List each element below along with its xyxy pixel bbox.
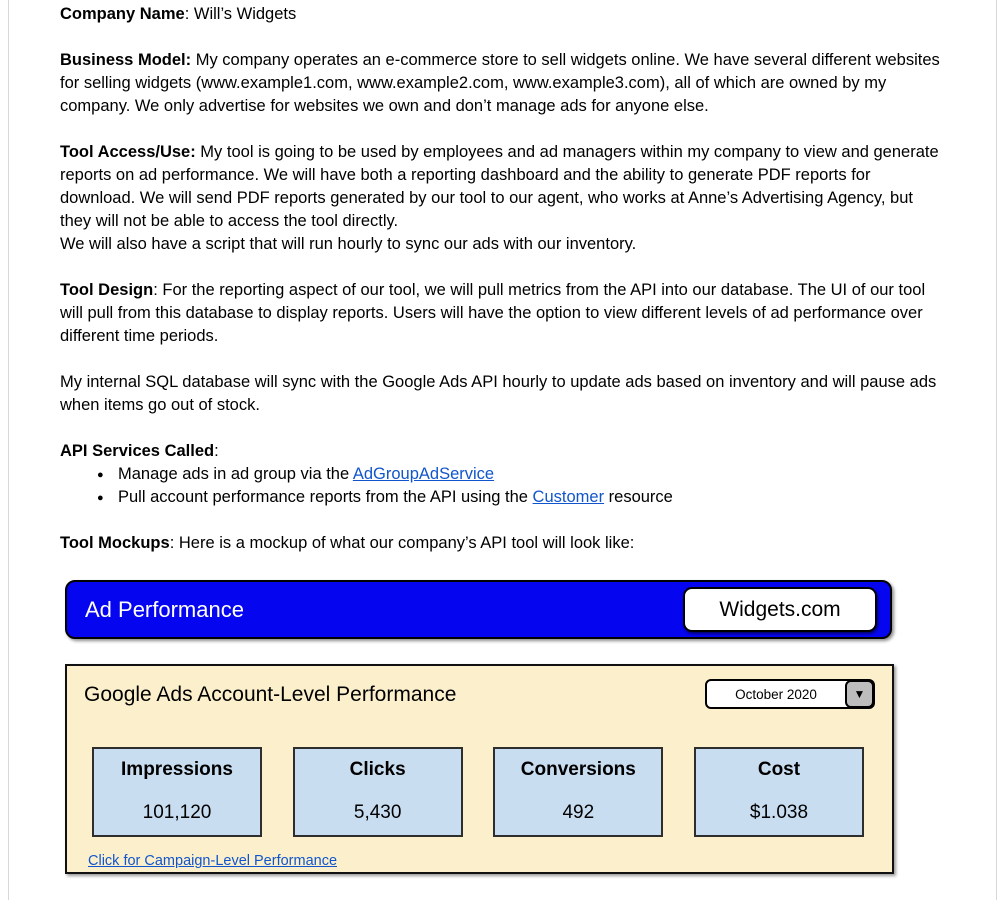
campaign-level-link[interactable]: Click for Campaign-Level Performance xyxy=(88,853,338,869)
metric-value: 101,120 xyxy=(142,802,212,823)
widgets-site-button-label: Widgets.com xyxy=(719,598,841,621)
metric-card-cost xyxy=(694,747,864,837)
company-name-text: : Will’s Widgets xyxy=(184,5,297,23)
company-name-label: Company Name xyxy=(60,5,185,23)
tool-access-label: Tool Access/Use: xyxy=(60,143,196,161)
period-dropdown-button[interactable] xyxy=(845,680,874,708)
tool-design-text: : For the reporting aspect of our tool, we will pull metrics from the API into our database. The UI of our tool will pull from this database to display reports. Users will have the option to view different levels of ad performance over different time periods. xyxy=(60,281,926,345)
mockup-header-bar xyxy=(65,580,892,639)
mockup-header-title: Ad Performance xyxy=(85,597,244,622)
document-page xyxy=(8,0,997,900)
chevron-down-icon: ▼ xyxy=(853,687,866,701)
bullet-2-post: resource xyxy=(604,488,673,506)
tool-access-line2: We will also have a script that will run hourly to sync our ads with our inventory. xyxy=(60,235,637,253)
paragraph-api-services xyxy=(60,440,942,463)
tool-access-text: My tool is going to be used by employees and ad managers within my company to view and generate reports on ad performance. We will have both a reporting dashboard and the ability to generate PDF reports for download. We will send PDF reports generated by our tool to our agent, who works at Anne’s Advertising Agency, but they will not be able to access the tool directly. xyxy=(60,143,939,230)
metric-value: $1.038 xyxy=(749,802,809,823)
sql-note-text: My internal SQL database will sync with the Google Ads API hourly to update ads based on inventory and will pause ads when items go out of stock. xyxy=(60,373,937,414)
metric-value: 5,430 xyxy=(353,802,402,823)
api-services-colon: : xyxy=(214,442,219,460)
paragraph-tool-design xyxy=(60,279,942,348)
metric-label: Clicks xyxy=(349,759,406,780)
panel-link-row xyxy=(67,837,892,873)
bullet-item-adgroupadservice xyxy=(60,463,942,486)
metric-label: Impressions xyxy=(121,759,233,780)
metric-card-impressions xyxy=(92,747,262,837)
panel-header xyxy=(67,666,892,709)
bullet-item-customer xyxy=(60,486,942,509)
paragraph-tool-access xyxy=(60,141,942,256)
panel-title: Google Ads Account-Level Performance xyxy=(84,682,457,706)
paragraph-business-model xyxy=(60,49,942,118)
adgroupadservice-link[interactable]: AdGroupAdService xyxy=(352,465,495,483)
period-dropdown[interactable] xyxy=(705,679,875,709)
bullet-2-text: Pull account performance reports from the API using the xyxy=(118,488,533,506)
api-services-label: API Services Called xyxy=(60,442,215,460)
bullet-1-text: Manage ads in ad group via the xyxy=(118,465,353,483)
paragraph-tool-mockups xyxy=(60,532,942,555)
metric-label: Conversions xyxy=(520,759,636,780)
tool-design-label: Tool Design xyxy=(60,281,154,299)
period-dropdown-value: October 2020 xyxy=(735,686,817,702)
metric-card-clicks xyxy=(293,747,463,837)
metrics-row xyxy=(67,747,892,837)
metric-label: Cost xyxy=(757,759,801,780)
metric-value: 492 xyxy=(562,802,595,823)
widgets-site-button[interactable] xyxy=(683,587,877,632)
metric-card-conversions xyxy=(493,747,663,837)
paragraph-sql-note xyxy=(60,371,942,417)
tool-mockups-text: : Here is a mockup of what our company’s API tool will look like: xyxy=(169,534,635,552)
paragraph-company-name xyxy=(60,3,942,26)
business-model-text: My company operates an e-commerce store to sell widgets online. We have several different websites for selling widgets (www.example1.com, www.example2.com, www.example3.com), all of which are owned by my company. We only advertise for websites we own and don’t manage ads for anyone else. xyxy=(60,51,940,115)
tool-mockups-label: Tool Mockups xyxy=(60,534,170,552)
account-performance-panel xyxy=(65,664,894,874)
business-model-label: Business Model: xyxy=(60,51,192,69)
customer-link[interactable]: Customer xyxy=(532,488,605,506)
document-content xyxy=(9,0,996,874)
api-services-bullet-list xyxy=(60,463,942,509)
